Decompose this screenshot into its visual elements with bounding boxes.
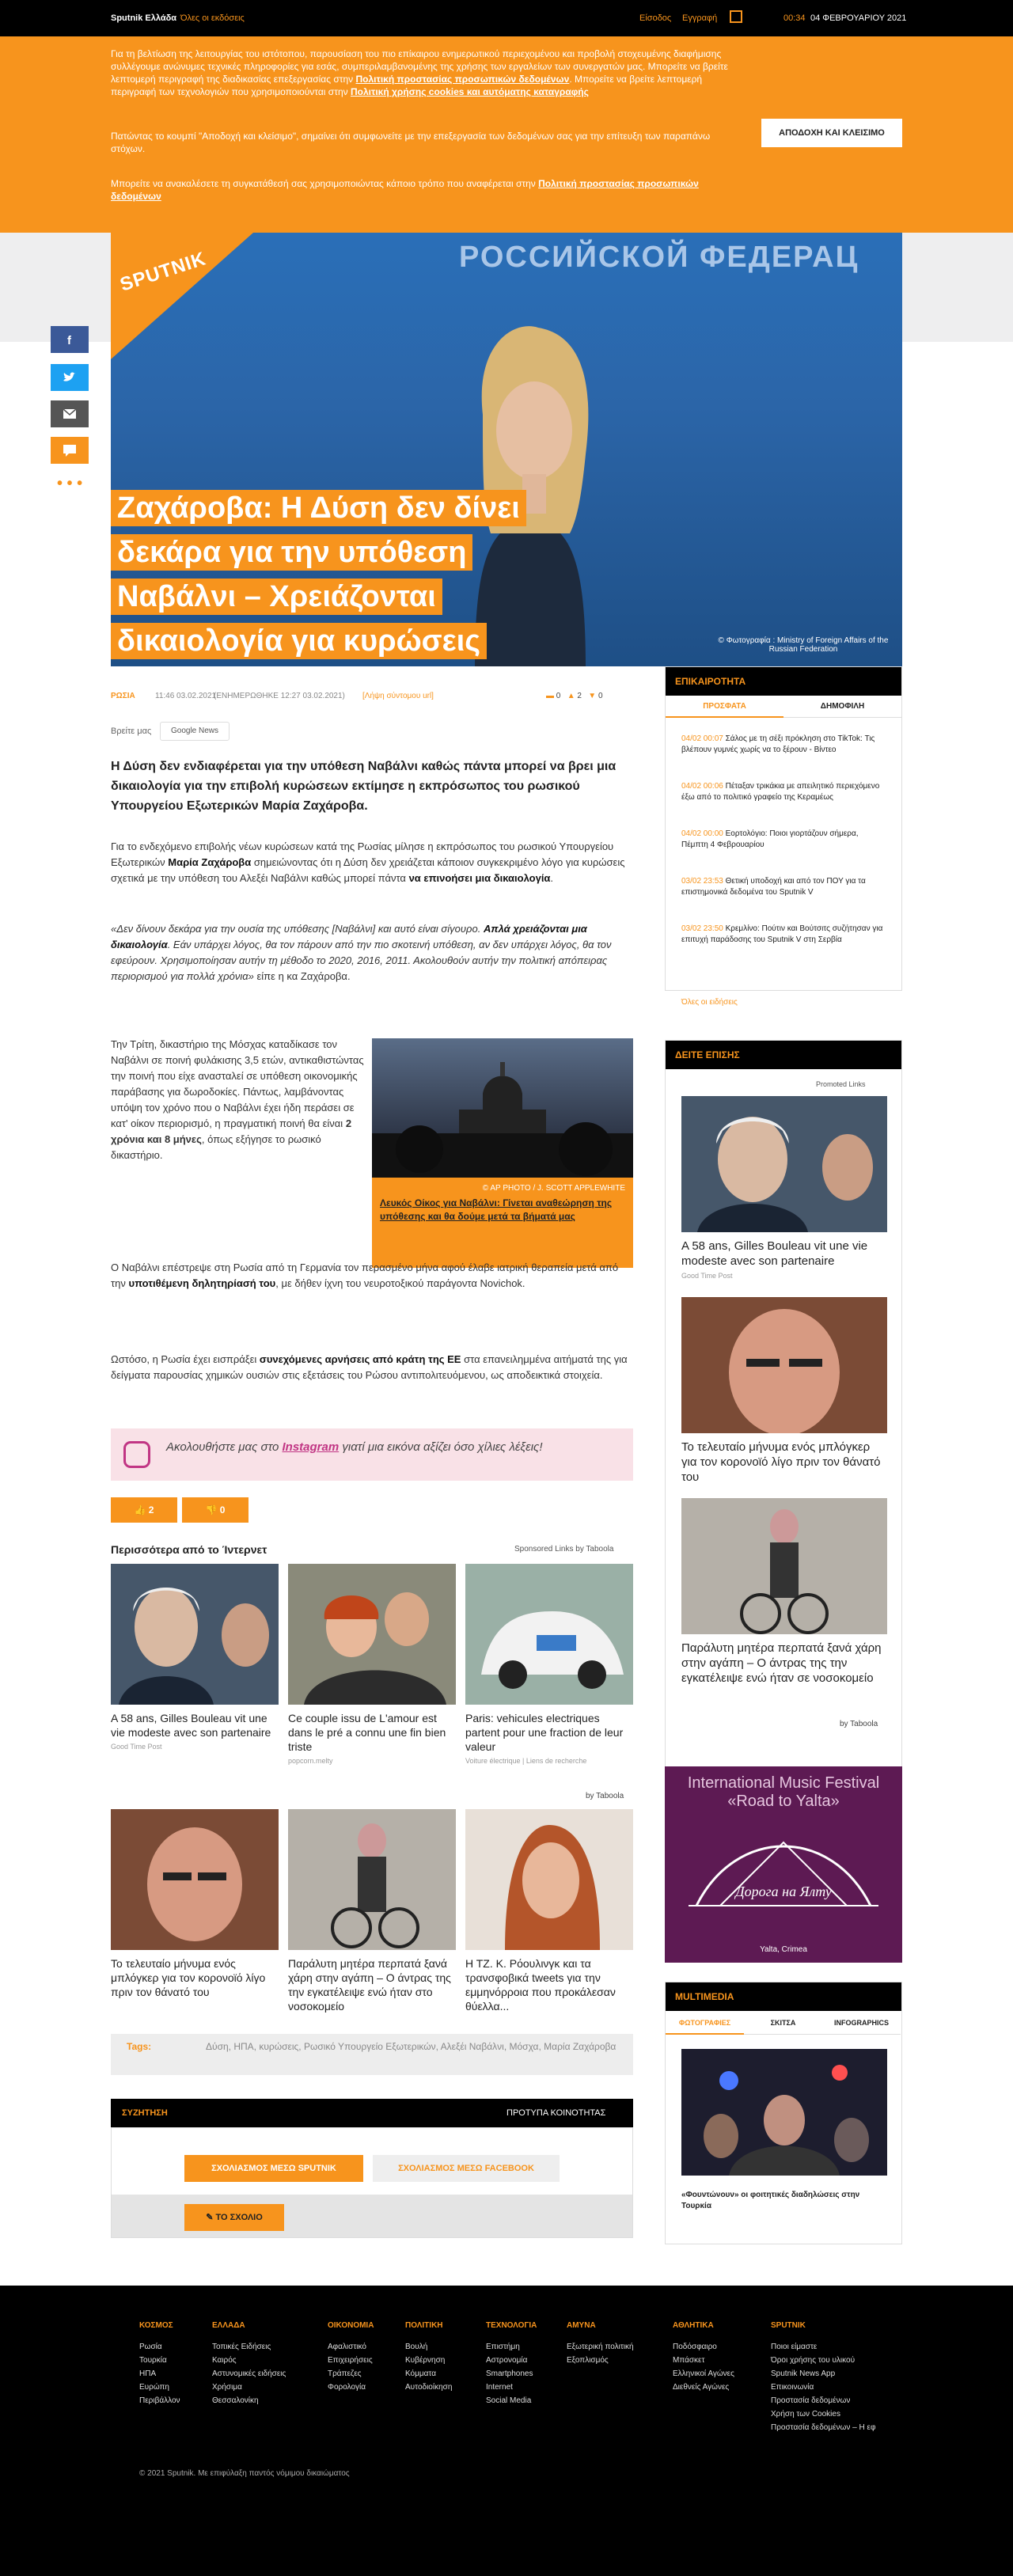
discussion-box xyxy=(111,2127,633,2238)
email-icon xyxy=(63,408,77,420)
festival-banner[interactable] xyxy=(665,1766,902,1963)
consent-text-2: Πατώντας το κουμπί "Αποδοχή και κλείσιμο", σημαίνει ότι συμφωνείτε με την επεξεργασία των δεδομένων σας για την επίτευξη των παραπάνω στόχων. xyxy=(111,131,711,154)
sputnik-ribbon xyxy=(111,233,253,359)
see-also-card-title: Το τελευταίο μήνυμα ενός μπλόγκερ για τον κορονοϊό λίγο πριν τον θάνατό του xyxy=(681,1440,881,1484)
latest-news-widget xyxy=(665,666,902,1007)
multimedia-widget xyxy=(665,1982,902,2244)
multimedia-tabs xyxy=(666,2011,901,2035)
google-news xyxy=(111,727,219,736)
footer-heading[interactable]: ΟΙΚΟΝΟΜΙΑ xyxy=(328,2321,374,2330)
footer-link[interactable]: Αφαλιστικό xyxy=(328,2343,366,2351)
bridge-logo-icon xyxy=(665,1811,902,1929)
comment-share-button[interactable] xyxy=(51,437,89,464)
taboola-card-title: Παράλυτη μητέρα περπατά ξανά χάρη στην αγάπη – Ο άντρας της την εγκατέλειψε ενώ ήταν στο νοσοκομείο xyxy=(288,1957,451,2013)
tab-latest[interactable]: ΠΡΟΣΦΑΤΑ xyxy=(666,696,783,718)
tags-list[interactable]: Δύση, ΗΠΑ, κυρώσεις, Ρωσικό Υπουργείο Εξωτερικών, Αλεξέι Ναβάλνι, Μόσχα, Μαρία Ζαχάροβα xyxy=(206,2041,617,2052)
footer xyxy=(0,2286,1013,2576)
privacy-policy-link[interactable]: Πολιτική προστασίας προσωπικών δεδομένων xyxy=(355,74,570,85)
footer-link[interactable]: Ποδόσφαιρο xyxy=(673,2343,717,2351)
dislike-count: 0 xyxy=(219,1504,226,1516)
thumbs-down-icon[interactable]: ▼ xyxy=(588,692,597,700)
community-rules-link[interactable]: ΠΡΟΤΥΠΑ ΚΟΙΝΟΤΗΤΑΣ xyxy=(506,2108,606,2118)
footer-column xyxy=(486,2319,537,2407)
cookie-policy-link[interactable]: Πολιτική χρήσης cookies και αυτόματης καταγραφής xyxy=(350,86,589,97)
promoted-links-label: Promoted Links xyxy=(816,1080,866,1088)
comment-icon xyxy=(63,444,77,457)
footer-heading[interactable]: SPUTNIK xyxy=(771,2321,806,2330)
register-link[interactable]: Εγγραφή xyxy=(682,13,718,23)
by-taboola-label[interactable]: by Taboola xyxy=(840,1720,878,1728)
facebook-share-button[interactable] xyxy=(51,326,89,353)
see-also-card-title: A 58 ans, Gilles Bouleau vit une vie modeste avec son partenaire xyxy=(681,1239,868,1268)
footer-link[interactable]: Sputnik News App xyxy=(771,2369,836,2378)
banner-script-text: Дорога на Ялту xyxy=(735,1884,832,1899)
taboola-card[interactable] xyxy=(465,1564,633,1765)
taboola-card[interactable] xyxy=(465,1809,633,2013)
login-icon[interactable] xyxy=(730,10,742,23)
section-link[interactable]: ΡΩΣΙΑ xyxy=(111,692,135,700)
latest-news-tabs xyxy=(666,696,901,718)
article-paragraph-5: Ωστόσο, η Ρωσία έχει εισπράξει συνεχόμενες αρνήσεις από κράτη της ΕΕ στα επανειλημμένα αιτήματά της για δείγματα παρουσίας χημικών ουσιών στις εξετάσεις του Ρώσου αντιπολιτευόμενου, ως αποδεικτικά στοιχεία. xyxy=(111,1353,628,1381)
footer-link[interactable]: Εξοπλισμός xyxy=(567,2356,609,2365)
thumbs-up-icon[interactable]: ▲ xyxy=(567,692,575,700)
banner-location: Yalta, Crimea xyxy=(760,1945,807,1954)
comment-via-sputnik-button[interactable]: ΣΧΟΛΙΑΣΜΟΣ ΜΕΣΩ SPUTNIK xyxy=(184,2155,363,2182)
current-date: 04 ΦΕΒΡΟΥΑΡΙΟΥ 2021 xyxy=(810,13,907,23)
comments-icon[interactable]: ▬ xyxy=(546,692,554,700)
article-paragraph-4: Ο Ναβάλνι επέστρεψε στη Ρωσία από τη Γερμανία τον περασμένο μήνα αφού έλαβε ιατρική θεραπεία μετά από την υποτιθέμενη δηλητηρίασή του, με δήθεν ίχνη του νευροτοξικού παράγοντα Novichok. xyxy=(111,1261,619,1289)
taboola-card[interactable] xyxy=(288,1809,456,2013)
footer-link[interactable]: Βουλή xyxy=(405,2343,428,2351)
tab-photos[interactable]: ΦΩΤΟΓΡΑΦΙΕΣ xyxy=(666,2011,744,2035)
footer-link[interactable]: Προστασία δεδομένων xyxy=(771,2396,851,2405)
article-quote: «Δεν δίνουν δεκάρα για την ουσία της υπόθεσης [Ναβάλνι] και αυτό είναι σίγουρο. Απλά χρειάζονται μια δικαιολογία. Εάν υπάρχει λόγος, θα τον πάρουν από την πιο σκοτεινή υπόθεση, αν δεν υπάρχει λόγος, θα τον εφεύρουν. Χρησιμοποίησαν αυτήν τη μέθοδο το 2020, 2016, 2011. Ακολουθούν αυτήν την πολιτική απόπειρας περιορισμού για πολλά χρόνια» είπε η κα Ζαχάροβα. xyxy=(111,923,612,982)
twitter-icon xyxy=(63,371,77,384)
taboola-card-title: Το τελευταίο μήνυμα ενός μπλόγκερ για τον κορονοϊό λίγο πριν τον θάνατό του xyxy=(111,1957,266,1998)
your-comment-button[interactable]: ✎ ΤΟ ΣΧΟΛΙΟ xyxy=(184,2204,284,2231)
taboola-card-source: Voiture électrique | Liens de recherche xyxy=(465,1757,587,1765)
footer-column xyxy=(673,2319,734,2394)
taboola-card-source: Good Time Post xyxy=(111,1743,162,1751)
multimedia-title: MULTIMEDIA xyxy=(666,1982,901,2011)
see-also-card-source: Good Time Post xyxy=(681,1272,733,1280)
current-time: 00:34 xyxy=(783,13,806,23)
cookie-consent xyxy=(0,36,1013,233)
article-title: Ζαχάροβα: Η Δύση δεν δίνει δεκάρα για την υπόθεση Ναβάλνι – Χρειάζονται δικαιολογία για κυρώσεις xyxy=(111,486,554,663)
taboola-card-image xyxy=(288,1564,456,1705)
find-us-label: Βρείτε μας xyxy=(111,727,152,736)
news-item[interactable]: 03/02 23:53 Θετική υποδοχή και από τον ΠΟΥ για τα επιστημονικά δεδομένα του Sputnik V xyxy=(681,877,866,897)
discussion-header xyxy=(111,2099,633,2127)
footer-link[interactable]: Μπάσκετ xyxy=(673,2356,705,2365)
news-item[interactable]: 04/02 00:07 Σάλος με τη σέξι πρόκληση στο TikTok: Τις βλέπουν γυμνές χωρίς να το ξέρουν - Βίντεο xyxy=(681,734,875,754)
see-also-card-image xyxy=(681,1096,887,1232)
footer-link[interactable]: Τουρκία xyxy=(139,2356,167,2365)
footer-heading[interactable]: ΤΕΧΝΟΛΟΓΙΑ xyxy=(486,2321,537,2330)
footer-link[interactable]: Όροι χρήσης του υλικού xyxy=(771,2356,856,2365)
article-lead: Η Δύση δεν ενδιαφέρεται για την υπόθεση Ναβάλνι καθώς πάντα μπορεί να βρει μια δικαιολογία για την επιβολή κυρώσεων εκτίμησε η εκπρόσωπος του ρωσικού Υπουργείου Εξωτερικών Μαρία Ζαχάροβα. xyxy=(111,760,617,813)
sputnik-logo: SPUTNIK xyxy=(117,248,209,296)
taboola-card-image xyxy=(465,1564,633,1705)
taboola-card-image xyxy=(111,1809,279,1950)
footer-link[interactable]: Social Media xyxy=(486,2396,532,2405)
footer-link[interactable]: Θεσσαλονίκη xyxy=(212,2396,259,2405)
footer-link[interactable]: Περιβάλλον xyxy=(139,2396,180,2405)
taboola-heading: Περισσότερα από το Ίντερνετ xyxy=(111,1543,267,1556)
footer-link[interactable]: Ευρώπη xyxy=(139,2383,169,2392)
footer-link[interactable]: Αυτοδιοίκηση xyxy=(405,2383,453,2392)
dislike-button[interactable]: 👎 0 xyxy=(182,1497,249,1523)
editions-link[interactable]: Όλες οι εκδόσεις xyxy=(180,13,245,23)
banner-line-2: «Road to Yalta» xyxy=(727,1793,840,1810)
footer-link[interactable]: ΗΠΑ xyxy=(139,2369,157,2378)
short-url-link[interactable]: [Λήψη σύντομου url] xyxy=(362,692,434,700)
hero-wall-text: РОССИЙСКОЙ ФЕДЕРАЦ xyxy=(459,241,859,274)
tab-sketches[interactable]: ΣΚΙΤΣΑ xyxy=(744,2011,822,2035)
white-house-photo xyxy=(372,1038,633,1178)
taboola-card-title: Ce couple issu de L'amour est dans le pré a connu une fin bien triste xyxy=(288,1712,446,1753)
all-news-link[interactable]: Όλες οι ειδήσεις xyxy=(681,998,738,1007)
footer-heading[interactable]: ΕΛΛΑΔΑ xyxy=(212,2321,245,2330)
taboola-sponsored-label[interactable]: Sponsored Links by Taboola xyxy=(514,1545,614,1554)
tab-infographics[interactable]: INFOGRAPHICS xyxy=(822,2011,901,2035)
more-share-icon[interactable]: • • • xyxy=(57,475,83,492)
article-meta xyxy=(111,692,633,700)
svg-text:f: f xyxy=(67,334,71,346)
taboola-card-title: A 58 ans, Gilles Bouleau vit une vie modeste avec son partenaire xyxy=(111,1712,271,1739)
login-link[interactable]: Είσοδος xyxy=(639,13,672,23)
copyright: © 2021 Sputnik. Με επιφύλαξη παντός νόμιμου δικαιώματος xyxy=(139,2469,350,2478)
footer-link[interactable]: Προστασία δεδομένων – Η εφ xyxy=(771,2423,876,2432)
privacy-policy-link-2[interactable]: Πολιτική προστασίας προσωπικών δεδομένων xyxy=(111,178,699,202)
footer-link[interactable]: Κυβέρνηση xyxy=(405,2356,446,2365)
google-news-button[interactable]: Google News xyxy=(160,722,230,741)
footer-link[interactable]: Καιρός xyxy=(212,2356,237,2365)
footer-link[interactable]: Κόμματα xyxy=(405,2369,437,2378)
see-also-card-title: Παράλυτη μητέρα περπατά ξανά χάρη στην αγάπη – Ο άντρας της την εγκατέλειψε ενώ ήταν σε νοσοκομείο xyxy=(681,1641,882,1685)
likes-count: 2 xyxy=(577,692,582,700)
related-article-link[interactable]: Λευκός Οίκος για Ναβάλνι: Γίνεται αναθεώρηση της υπόθεσης και θα δούμε μετά τα βήματά μας xyxy=(380,1197,613,1222)
comment-via-facebook-button[interactable]: ΣΧΟΛΙΑΣΜΟΣ ΜΕΣΩ FACEBOOK xyxy=(373,2155,560,2182)
instagram-icon xyxy=(123,1441,150,1468)
footer-link[interactable]: Επιχειρήσεις xyxy=(328,2356,373,2365)
see-also-card-image xyxy=(681,1297,887,1433)
article-paragraph-1: Για το ενδεχόμενο επιβολής νέων κυρώσεων κατά της Ρωσίας μίλησε η εκπρόσωπος του ρωσικού Υπουργείου Εξωτερικών Μαρία Ζαχάροβα σημειώνοντας ότι η Δύση δεν χρειάζεται κάποιον συγκεκριμένο λόγο για κυρώσεις σχετικά με την υπόθεση του Αλεξέι Ναβάλνι καθώς μπορεί πάντα να επινοήσει μια δικαιολογία. xyxy=(111,840,625,884)
footer-link[interactable]: Διεθνείς Αγώνες xyxy=(673,2383,730,2392)
footer-heading[interactable]: ΑΘΛΗΤΙΚΑ xyxy=(673,2321,714,2330)
comments-count: 0 xyxy=(556,692,561,700)
see-also-card[interactable] xyxy=(681,1498,887,1686)
hero-photo-credit: © Φωτογραφία : Ministry of Foreign Affairs of the Russian Federation xyxy=(718,636,889,654)
footer-link[interactable]: Internet xyxy=(486,2383,513,2392)
updated-time: (ΕΝΗΜΕΡΩΘΗΚΕ 12:27 03.02.2021) xyxy=(214,692,345,700)
taboola-card-image xyxy=(465,1809,633,1950)
news-item[interactable]: 04/02 00:06 Πέταξαν τρικάκια με απειλητικό περιεχόμενο έξω από το πολιτικό γραφείο της Κεραμέως xyxy=(681,782,880,802)
multimedia-caption[interactable]: «Φουντώνουν» οι φοιτητικές διαδηλώσεις στην Τουρκία xyxy=(681,2191,860,2210)
see-also-card-image xyxy=(681,1498,887,1634)
top-bar xyxy=(0,0,1013,40)
taboola-card[interactable] xyxy=(111,1564,279,1751)
consent-text-1: Για τη βελτίωση της λειτουργίας του ιστότοπου, παρουσίαση του πιο επίκαιρου ενημερωτικού περιεχομένου και προβολή στοχευμένης διαφήμισης συλλέγουμε ανώνυμες τεχνικές πληροφορίες για εσάς, συμπεριλαμβανομένης της χρήσης των εργαλείων των συνεργατών μας. Μπορείτε να βρείτε λεπτομερή περιγραφή της διαδικασίας επεξεργασίας στην Πολιτική προστασίας προσωπικών δεδομένων. Μπορείτε να βρείτε λεπτομερή περιγραφή των τεχνολογιών που χρησιμοποιούνται στην Πολιτική χρήσης cookies και αυτόματης καταγραφής xyxy=(111,48,728,97)
footer-link[interactable]: Αστυνομικές ειδήσεις xyxy=(212,2369,286,2378)
footer-link[interactable]: Επικοινωνία xyxy=(771,2383,814,2392)
footer-link[interactable]: Εξωτερική πολιτική xyxy=(567,2343,634,2351)
see-also-title: ΔΕΙΤΕ ΕΠΙΣΗΣ xyxy=(666,1041,901,1069)
instagram-promo-text: Ακολουθήστε μας στο Instagram γιατί μια εικόνα αξίζει όσο χίλιες λέξεις! xyxy=(166,1440,543,1454)
accept-cookies-button[interactable]: ΑΠΟΔΟΧΗ ΚΑΙ ΚΛΕΙΣΙΜΟ xyxy=(761,119,902,147)
facebook-icon xyxy=(63,333,77,346)
like-count: 2 xyxy=(148,1504,154,1516)
footer-link[interactable]: Αστρονομία xyxy=(486,2356,528,2365)
taboola-card-title: Paris: vehicules electriques partent pour une fraction de leur valeur xyxy=(465,1712,624,1753)
latest-news-title: ΕΠΙΚΑΙΡΟΤΗΤΑ xyxy=(666,667,901,696)
footer-link[interactable]: Τράπεζες xyxy=(328,2369,362,2378)
footer-link[interactable]: Χρήσιμα xyxy=(212,2383,242,2392)
taboola-card-image xyxy=(288,1809,456,1950)
taboola-card-source: popcorn.melty xyxy=(288,1757,333,1765)
taboola-card-title: Η ΤΖ. Κ. Ρόουλινγκ και τα τρανσφοβικά tweets για την εμμηνόρροια που προκάλεσαν θύελλα... xyxy=(465,1957,616,2013)
footer-column xyxy=(212,2319,286,2407)
footer-link[interactable]: Ελληνικοί Αγώνες xyxy=(673,2369,734,2378)
footer-column xyxy=(405,2319,452,2394)
footer-link[interactable]: Τοπικές Ειδήσεις xyxy=(212,2343,271,2351)
footer-heading[interactable]: ΚΟΣΜΟΣ xyxy=(139,2321,173,2330)
footer-link[interactable]: Ποιοι είμαστε xyxy=(771,2343,818,2351)
dislikes-count: 0 xyxy=(598,692,603,700)
twitter-share-button[interactable] xyxy=(51,364,89,391)
footer-link[interactable]: Φορολογία xyxy=(328,2383,366,2392)
footer-link[interactable]: Επιστήμη xyxy=(486,2343,520,2351)
banner-line-1: International Music Festival xyxy=(687,1774,880,1792)
see-also-card[interactable] xyxy=(681,1297,887,1485)
footer-heading[interactable]: ΠΟΛΙΤΙΚΗ xyxy=(405,2321,443,2330)
related-article-box[interactable] xyxy=(372,1038,633,1268)
footer-column xyxy=(567,2319,634,2367)
footer-column xyxy=(771,2319,875,2434)
instagram-promo[interactable] xyxy=(111,1428,633,1481)
publish-time: 11:46 03.02.2021 xyxy=(155,692,217,700)
related-photo-credit: © AP PHOTO / J. SCOTT APPLEWHITE xyxy=(482,1184,625,1193)
see-also-widget xyxy=(665,1040,902,1792)
footer-heading[interactable]: ΑΜΥΝΑ xyxy=(567,2321,596,2330)
taboola-card-image xyxy=(111,1564,279,1705)
like-button[interactable]: 👍 2 xyxy=(111,1497,177,1523)
tab-popular[interactable]: ΔΗΜΟΦΙΛΗ xyxy=(783,696,901,718)
hero-image xyxy=(111,233,902,666)
article-paragraph-3: Την Τρίτη, δικαστήριο της Μόσχας καταδίκασε τον Ναβάλνι σε ποινή φυλάκισης 3,5 ετών, αντικαθιστώντας την ποινή που είχε ανασταλεί σε υπόθεση οικονομικής παράβασης για δωροδοκίες. Πάντως, λαμβάνοντας υπόψη τον χρόνο που ο Ναβάλνι έχει ήδη περάσει σε κατ' οίκον περιορισμό, η πραγματική ποινή θα είναι 2 χρόνια και 8 μήνες, όπως εξήγησε το ρωσικό δικαστήριο. xyxy=(111,1038,364,1161)
consent-text-3: Μπορείτε να ανακαλέσετε τη συγκατάθεσή σας χρησιμοποιώντας κάποιο τρόπο που αναφέρεται στην Πολιτική προστασίας προσωπικών δεδομένων xyxy=(111,178,699,202)
footer-column xyxy=(139,2319,180,2407)
taboola-card[interactable] xyxy=(288,1564,456,1765)
article-counters xyxy=(546,692,603,700)
news-item[interactable]: 03/02 23:50 Κρεμλίνο: Πούτιν και Βούτσιτς συζήτησαν για επιτυχή παράδοσης του Sputnik V στη Σερβία xyxy=(681,924,883,944)
multimedia-photo[interactable] xyxy=(681,2049,887,2176)
tags-bar xyxy=(111,2034,633,2075)
email-share-button[interactable] xyxy=(51,400,89,427)
by-taboola-label[interactable]: by Taboola xyxy=(586,1792,624,1800)
discussion-title: ΣΥΖΗΤΗΣΗ xyxy=(122,2108,168,2118)
see-also-card[interactable] xyxy=(681,1096,887,1280)
footer-link[interactable]: Smartphones xyxy=(486,2369,533,2378)
taboola-card[interactable] xyxy=(111,1809,279,1999)
footer-link[interactable]: Χρήση των Cookies xyxy=(771,2410,840,2419)
footer-column xyxy=(328,2319,374,2394)
footer-link[interactable]: Ρωσία xyxy=(139,2343,162,2351)
tags-label: Tags: xyxy=(127,2041,152,2052)
brand-link[interactable]: Sputnik Ελλάδα xyxy=(111,13,177,23)
news-item[interactable]: 04/02 00:00 Εορτολόγιο: Ποιοι γιορτάζουν σήμερα, Πέμπτη 4 Φεβρουαρίου xyxy=(681,829,859,849)
